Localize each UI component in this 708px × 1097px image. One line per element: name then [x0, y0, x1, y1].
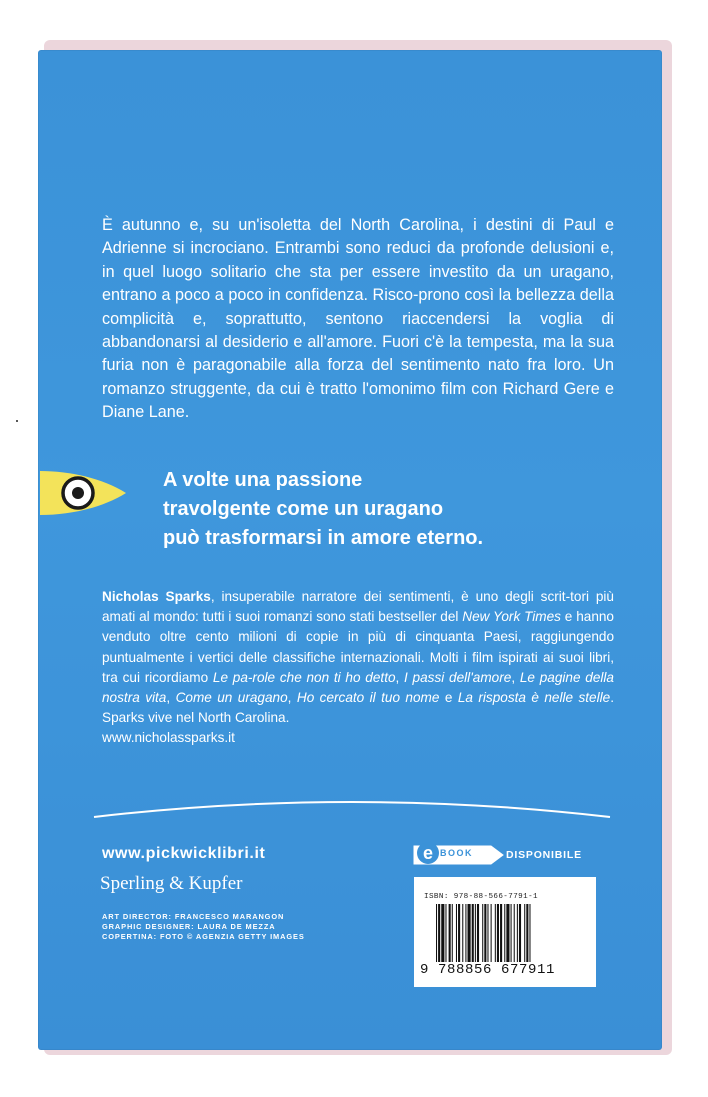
film-title: I passi dell'amore: [404, 669, 512, 685]
credit-graphic-designer: GRAPHIC DESIGNER: LAURA DE MEZZA: [102, 922, 276, 932]
author-name: Nicholas Sparks: [102, 589, 211, 604]
isbn-text: ISBN: 978-88-566-7791-1: [424, 893, 539, 901]
newspaper-title: New York Times: [462, 609, 561, 625]
author-bio: [102, 587, 614, 749]
tagline-line-3: può trasformarsi in amore eterno.: [163, 527, 484, 549]
film-title: Le pagine della nostra vita: [102, 669, 614, 706]
ean-number: 9 788856 677911: [420, 962, 556, 978]
synopsis-text: È autunno e, su un'isoletta del North Carolina, i destini di Paul e Adrienne si incrociano. Entrambi sono reduci da profonde delusioni e, in quel luogo solitario che sta per essere investito da un uragano, entrano a poco a poco in confidenza. Risco-prono così la bellezza della complicità e, soprattutto, sentono riaccendersi la voglia di abbandonarsi al desiderio e all'amore. Fuori c'è la tempesta, ma la sua furia non è paragonabile alla forza del sentimento nato fra loro. Un romanzo struggente, da cui è tratto l'omonimo film con Richard Gere e Diane Lane.: [102, 216, 614, 422]
film-title: Le pa-role che non ti ho detto: [212, 669, 396, 685]
eye-icon: [40, 468, 130, 518]
film-title: La risposta è nelle stelle: [457, 690, 611, 706]
bio-part-2: e hanno venduto oltre cento milioni di copie in più di cinquanta Paesi, raggiungendo puntualmente i vertici delle classifiche internazionali. Molti i film ispirati ai suoi libri, tra cui ricordiamo: [102, 609, 614, 685]
author-website-link[interactable]: www.nicholassparks.it: [102, 730, 235, 746]
bio-separator: ,: [287, 690, 297, 706]
bio-separator: ,: [395, 669, 405, 685]
ebook-letter: e: [422, 843, 433, 863]
bio-part-3: . Sparks vive nel North Carolina.: [102, 690, 615, 726]
ebook-e-icon: [416, 841, 440, 865]
credit-cover-photo: COPERTINA: FOTO © AGENZIA GETTY IMAGES: [102, 932, 305, 942]
wave-divider: [92, 795, 612, 825]
barcode-icon: [436, 904, 584, 964]
bio-separator: e: [439, 690, 458, 706]
publisher-website-link[interactable]: www.pickwicklibri.it: [102, 845, 266, 862]
speck: [16, 420, 18, 422]
ebook-label: BOOK: [440, 848, 473, 858]
bio-separator: ,: [166, 690, 176, 706]
publisher-logo: Sperling & Kupfer: [100, 873, 243, 894]
ebook-availability: DISPONIBILE: [506, 849, 582, 861]
credit-art-director: ART DIRECTOR: FRANCESCO MARANGON: [102, 912, 285, 921]
film-title: Ho cercato il tuo nome: [296, 690, 440, 706]
bio-separator: ,: [511, 669, 520, 685]
tagline-line-1: A volte una passione: [163, 469, 363, 491]
bio-part-1: , insuperabile narratore dei sentimenti, è uno degli scrit-tori più amati al mondo: tutti i suoi romanzi sono stati bestseller del: [102, 589, 614, 625]
tagline-line-2: travolgente come un uragano: [163, 498, 444, 520]
design-credits: [102, 912, 305, 943]
tagline: [163, 466, 603, 553]
film-title: Come un uragano: [175, 690, 288, 706]
